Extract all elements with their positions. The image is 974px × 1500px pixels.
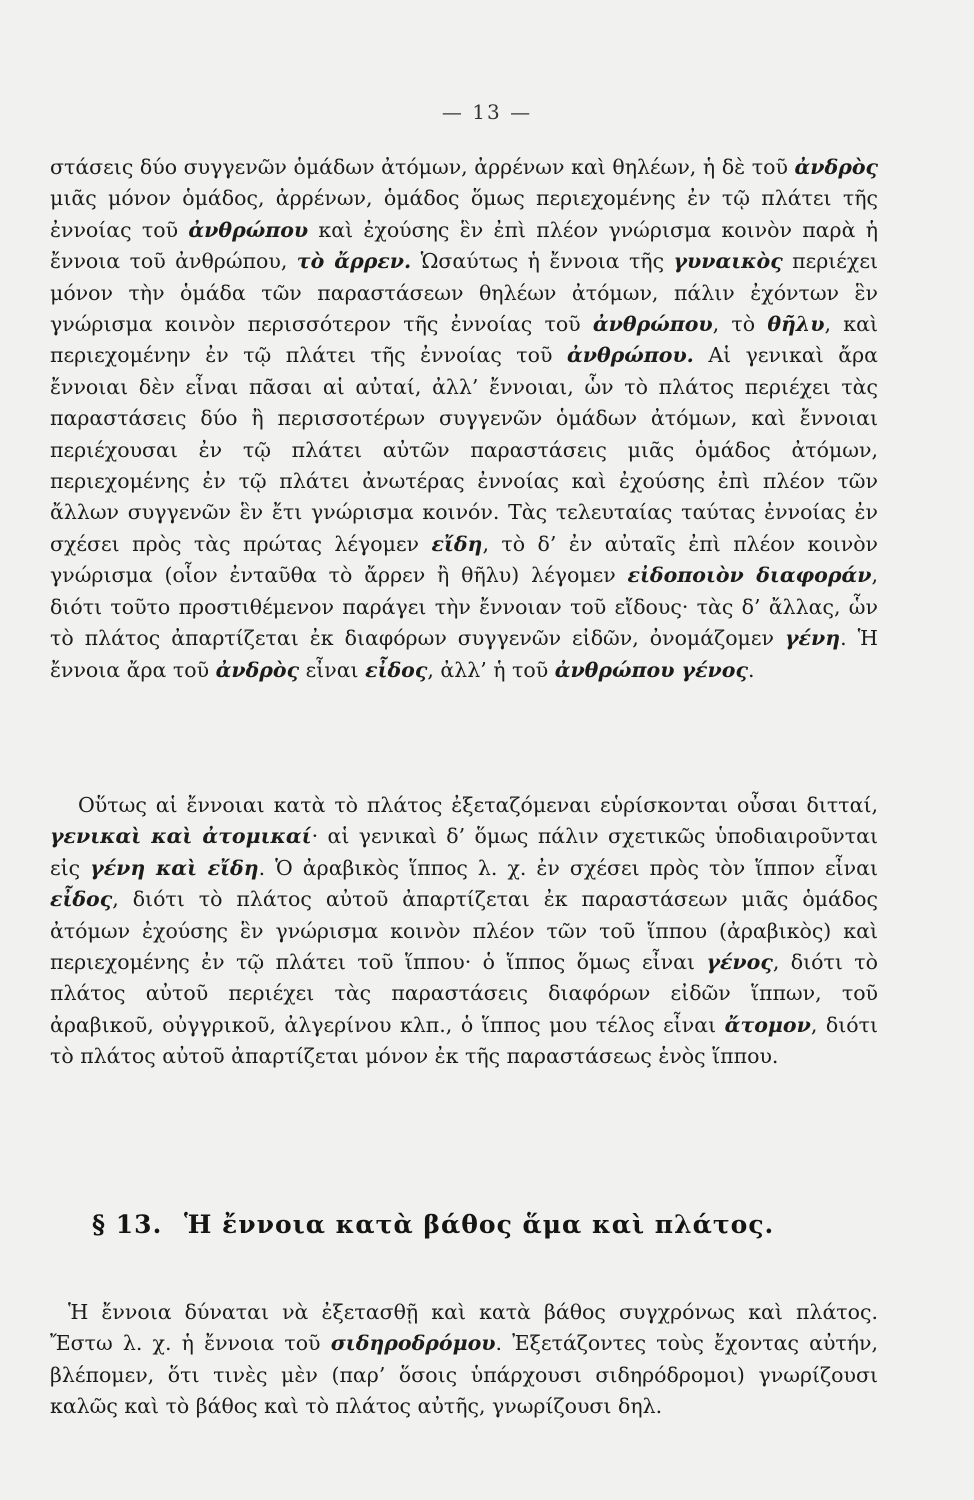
text-run: στάσεις δύο συγγενῶν ὁμάδων ἀτόμων, ἀρρένων καὶ θηλέων, ἡ δὲ τοῦ: [50, 155, 795, 179]
emphasized-term: γένη: [784, 626, 841, 651]
emphasized-term: εἰδοποιὸν διαφοράν: [627, 563, 872, 588]
text-run: , καὶ περιεχομένην ἐν τῷ πλάτει τῆς ἐννοίας τοῦ: [50, 312, 878, 368]
text-run: μιᾶς μόνον ὁμάδος, ἀρρένων, ὁμάδος ὅμως περιεχομένης ἐν τῷ πλάτει τῆς ἐννοίας τοῦ: [50, 186, 878, 242]
text-run: , διότι τὸ πλάτος αὐτοῦ περιέχει τὰς παραστάσεις διαφόρων εἰδῶν ἵππων, τοῦ ἀραβικοῦ, οὐγγρικοῦ, ἀλγερίνου κλπ., ὁ ἵππος μου τέλος εἶναι: [50, 950, 878, 1037]
emphasized-term: τὸ ἄρρεν.: [296, 249, 412, 274]
section-title: Ἡ ἔννοια κατὰ βάθος ἅμα καὶ πλάτος.: [184, 1210, 775, 1239]
emphasized-term: εἶδος: [50, 887, 113, 912]
section-number: § 13.: [92, 1210, 163, 1239]
emphasized-term: ἀνδρὸς: [215, 657, 300, 682]
emphasized-term: γένος: [706, 950, 773, 975]
section-heading: [92, 1210, 872, 1239]
paragraph-depth-and-breadth: [50, 1297, 878, 1423]
emphasized-term: ἀνθρώπου: [592, 312, 713, 337]
emphasized-term: γενικαὶ καὶ ἀτομικαί: [50, 824, 312, 849]
emphasized-term: ἀνθρώπου: [188, 217, 309, 242]
paragraph-general-individual: [50, 790, 878, 1073]
emphasized-term: ἀνθρώπου γένος: [554, 657, 748, 682]
text-run: Οὕτως αἱ ἔννοιαι κατὰ τὸ πλάτος ἐξεταζόμεναι εὑρίσκονται οὖσαι διτταί,: [78, 793, 878, 817]
text-run: . Ὁ ἀραβικὸς ἵππος λ. χ. ἐν σχέσει πρὸς τὸν ἵππον εἶναι: [258, 855, 879, 880]
emphasized-term: θῆλυ: [767, 312, 825, 337]
page-number: — 13 —: [441, 100, 533, 124]
emphasized-term: ἄτομον: [724, 1012, 811, 1037]
emphasized-term: εἴδη: [431, 531, 483, 556]
text-run: , διότι τοῦτο προστιθέμενον παράγει τὴν ἔννοιαν τοῦ εἴδους· τὰς δ’ ἄλλας, ὧν τὸ πλάτος ἀπαρτίζεται ἐκ διαφόρων συγγενῶν εἰδῶν, ὀνομάζομεν: [50, 563, 878, 651]
text-run: , τὸ δ’ ἐν αὐταῖς ἐπὶ πλέον κοινὸν γνώρισμα (οἷον ἐνταῦθα τὸ ἄρρεν ἢ θῆλυ) λέγομεν: [50, 531, 878, 588]
text-run: · αἱ γενικαὶ δ’ ὅμως πάλιν σχετικῶς ὑποδιαιροῦνται εἰς: [50, 824, 878, 880]
text-run: περιέχει μόνον τὴν ὁμάδα τῶν παραστάσεων θηλέων ἀτόμων, πάλιν ἐχόντων ἓν γνώρισμα κοινὸν περισσότερον τῆς ἐννοίας τοῦ: [50, 249, 878, 337]
text-run: , τὸ: [712, 312, 768, 337]
emphasized-term: γυναικὸς: [673, 249, 783, 274]
text-run: , διότι τὸ πλάτος αὐτοῦ ἀπαρτίζεται μόνον ἐκ τῆς παραστάσεως ἑνὸς ἵππου.: [50, 1012, 878, 1069]
emphasized-term: ἀνδρὸς: [794, 155, 878, 179]
text-run: , ἀλλ’ ἡ τοῦ: [427, 657, 555, 682]
text-run: , διότι τὸ πλάτος αὐτοῦ ἀπαρτίζεται ἐκ παραστάσεων μιᾶς ὁμάδος ἀτόμων ἐχούσης ἓν γνώρισμα κοινὸν πλέον τῶν τοῦ ἵππου (ἀραβικὸς) καὶ περιεχομένης ἐν τῷ πλάτει τοῦ ἵππου· ὁ ἵππος ὅμως εἶναι: [50, 887, 878, 975]
text-run: εἶναι: [299, 657, 366, 682]
emphasized-term: ἀνθρώπου.: [566, 343, 694, 368]
text-run: Αἱ γενικαὶ ἄρα ἔννοιαι δὲν εἶναι πᾶσαι αἱ αὐταί, ἀλλ’ ἔννοιαι, ὧν τὸ πλάτος περιέχει τὰς παραστάσεις δύο ἢ περισσοτέρων συγγενῶν ὁμάδων ἀτόμων, καὶ ἔννοιαι περιέχουσαι ἐν τῷ πλάτει αὐτῶν παραστάσεις μιᾶς ὁμάδος ἀτόμων, περιεχομένης ἐν τῷ πλάτει ἀνωτέρας ἐννοίας καὶ ἐχούσης ἐπὶ πλέον τῶν ἄλλων συγγενῶν ἓν ἔτι γνώρισμα κοινόν. Τὰς τελευταίας ταύτας ἐννοίας ἐν σχέσει πρὸς τὰς πρώτας λέγομεν: [50, 343, 878, 556]
text-run: . Ἡ ἔννοια ἄρα τοῦ: [50, 626, 878, 682]
text-run: Ἡ ἔννοια δύναται νὰ ἐξετασθῇ καὶ κατὰ βάθος συγχρόνως καὶ πλάτος. Ἔστω λ. χ. ἡ ἔννοια τοῦ: [50, 1300, 878, 1356]
emphasized-term: γένη καὶ εἴδη: [90, 855, 259, 880]
text-run: .: [747, 657, 755, 682]
emphasized-term: εἶδος: [365, 657, 428, 682]
text-run: . Ἐξετάζοντες τοὺς ἔχοντας αὐτήν, βλέπομεν, ὅτι τινὲς μὲν (παρ’ ὅσοις ὑπάρχουσι σιδηρόδρομοι) γνωρίζουσι καλῶς καὶ τὸ βάθος καὶ τὸ πλάτος αὐτῆς, γνωρίζουσι δηλ.: [50, 1331, 879, 1419]
emphasized-term: σιδηροδρόμου: [330, 1331, 496, 1356]
text-run: Ὡσαύτως ἡ ἔννοια τῆς: [411, 249, 674, 274]
paragraph-genera-species: [50, 152, 878, 686]
text-run: καὶ ἐχούσης ἓν ἐπὶ πλέον γνώρισμα κοινὸν παρὰ ἡ ἔννοια τοῦ ἀνθρώπου,: [50, 217, 879, 274]
